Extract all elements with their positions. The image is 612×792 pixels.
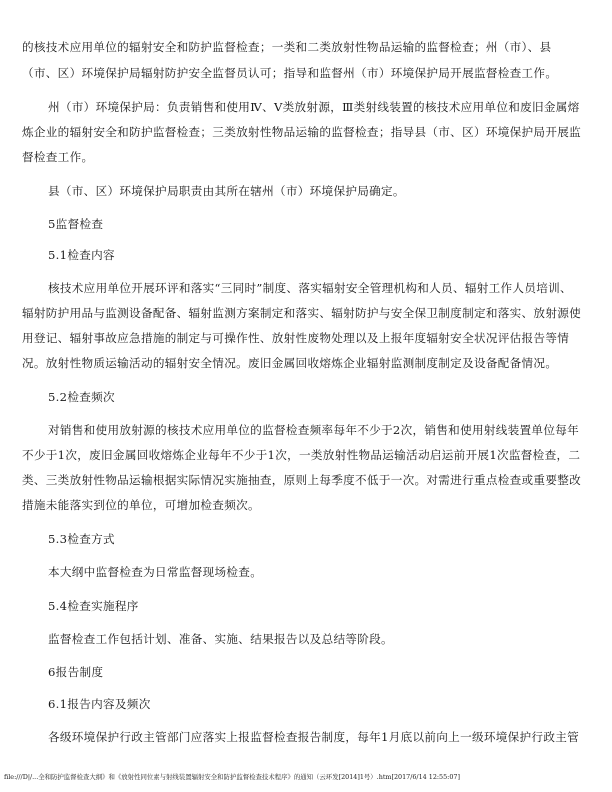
paragraph-line: 本大纲中监督检查为日常监督现场检查。 [48, 565, 263, 579]
subsection-heading: 5.2检查频次 [48, 390, 115, 404]
paragraph-line: 炼企业的辐射安全和防护监督检查；三类放射性物品运输的监督检查；指导县（市、区）环境保护局开展监 [22, 125, 582, 139]
paragraph-line: 措施未能落实到位的单位，可增加检查频次。 [22, 498, 260, 512]
paragraph-line: 督检查工作。 [22, 150, 94, 164]
paragraph-line: 各级环境保护行政主管部门应落实上报监督检查报告制度，每年1月底以前向上一级环境保护行政主管 [48, 730, 580, 744]
paragraph-line: 的核技术应用单位的辐射安全和防护监督检查；一类和二类放射性物品运输的监督检查；州（市）、县 [22, 40, 552, 54]
paragraph-line: 类、三类放射性物品运输根据实际情况实施抽查，原则上每季度不低于一次。对需进行重点检查或重要整改 [22, 473, 582, 487]
paragraph-line: 况。放射性物质运输活动的辐射安全情况。废旧金属回收熔炼企业辐射监测制度制定及设备配备情况。 [22, 356, 558, 370]
subsection-heading: 5.1检查内容 [48, 248, 115, 262]
section-heading: 5监督检查 [48, 217, 104, 231]
paragraph-line: 辐射防护用品与监测设备配备、辐射监测方案制定和落实、辐射防护与安全保卫制度制定和落实、放射源使 [22, 306, 582, 320]
subsection-heading: 5.4检查实施程序 [48, 599, 139, 613]
subsection-heading: 5.3检查方式 [48, 532, 115, 546]
paragraph-line: 对销售和使用放射源的核技术应用单位的监督检查频率每年不少于2次，销售和使用射线装置单位每年 [48, 423, 580, 437]
subsection-heading: 6.1报告内容及频次 [48, 697, 151, 711]
paragraph-line: （市、区）环境保护局辐射防护安全监督员认可；指导和监督州（市）环境保护局开展监督检查工作。 [22, 66, 558, 80]
file-path-footer: file:///D|/...全和防护监督检查大纲》和《放射性同位素与射线装置辐射安全和防护监督检查技术程序》的通知（云环发[2014]1号）.htm[2017/6/14 12:55:07] [4, 773, 460, 781]
paragraph-line: 州（市）环境保护局：负责销售和使用Ⅳ、Ⅴ类放射源，Ⅲ类射线装置的核技术应用单位和废旧金属熔 [48, 100, 580, 114]
paragraph-line: 监督检查工作包括计划、准备、实施、结果报告以及总结等阶段。 [48, 632, 393, 646]
section-heading: 6报告制度 [48, 665, 104, 679]
paragraph-line: 不少于1次，废旧金属回收熔炼企业每年不少于1次，一类放射性物品运输活动启运前开展1次监督检查，二 [22, 448, 581, 462]
paragraph-line: 用登记、辐射事故应急措施的制定与可操作性、放射性废物处理以及上报年度辐射安全状况评估报告等情 [22, 331, 570, 345]
paragraph-line: 核技术应用单位开展环评和落实“三同时”制度、落实辐射安全管理机构和人员、辐射工作人员培训、 [48, 281, 572, 295]
paragraph-line: 县（市、区）环境保护局职责由其所在辖州（市）环境保护局确定。 [48, 184, 405, 198]
